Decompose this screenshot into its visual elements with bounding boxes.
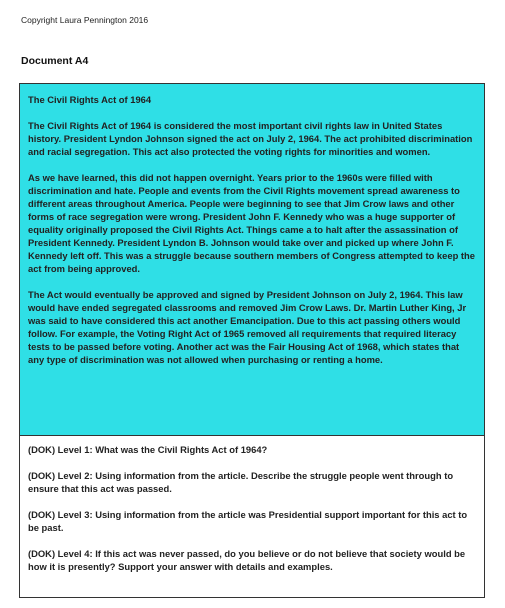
document-label: Document A4 <box>21 55 89 67</box>
article-paragraph-3: The Act would eventually be approved and signed by President Johnson on July 2, 1964. This law would have ended segregated classrooms and removed Jim Crow Laws. Dr. Martin Luther King, Jr was said to have considered this act another Emancipation. Due to this act passing others would follow. For example, the Voting Right Act of 1965 removed all requirements that required literacy tests to be passed before voting. Another act was the Fair Housing Act of 1968, which states that any type of discrimination was not allowed when purchasing or renting a home. <box>28 289 467 365</box>
article-paragraph-1: The Civil Rights Act of 1964 is considered the most important civil rights law in United States history. President Lyndon Johnson signed the act on July 2, 1964. The act prohibited discrimination and racial segregation. This act also protected the voting rights for minorities and women. <box>28 120 473 157</box>
article-title: The Civil Rights Act of 1964 <box>28 94 152 105</box>
questions-box <box>19 436 485 598</box>
question-level-1: (DOK) Level 1: What was the Civil Rights Act of 1964? <box>28 444 268 455</box>
question-level-3: (DOK) Level 3: Using information from the article was Presidential support important for this act to be past. <box>28 509 468 533</box>
article-box <box>19 83 485 436</box>
copyright-notice: Copyright Laura Pennington 2016 <box>21 15 149 25</box>
question-level-4: (DOK) Level 4: If this act was never passed, do you believe or do not believe that society would be how it is presently? Support your answer with details and examples. <box>28 548 466 572</box>
article-paragraph-2: As we have learned, this did not happen overnight. Years prior to the 1960s were filled with discrimination and hate. People and events from the Civil Rights movement spread awareness to different areas throughout America. People were beginning to see that Jim Crow laws and other forms of race segregation were wrong. President John F. Kennedy who was a huge supporter of equality originally proposed the Civil Rights Act. Things came a to halt after the assassination of President Kennedy. President Lyndon B. Johnson would take over and picked up where John F. Kennedy left off. This was a struggle because southern members of Congress attempted to keep the act from being approved. <box>28 172 475 274</box>
question-level-2: (DOK) Level 2: Using information from the article. Describe the struggle people went through to ensure that this act was passed. <box>28 470 454 494</box>
